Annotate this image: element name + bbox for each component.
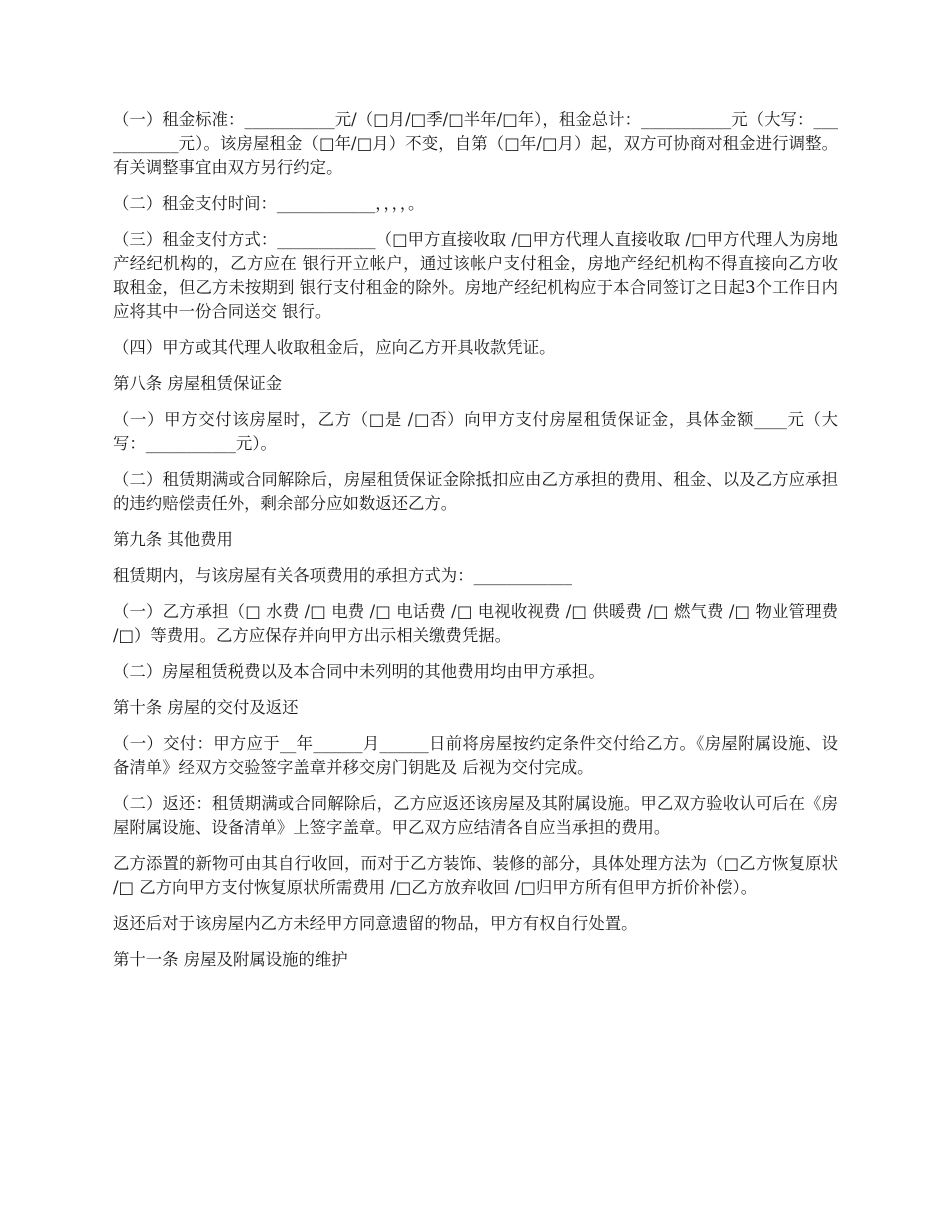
tenant-fees-clause: （一）乙方承担（□ 水费 /□ 电费 /□ 电话费 /□ 电视收视费 /□ 供暖费 /□ 燃气费 /□ 物业管理费 /□）等费用。乙方应保存并向甲方出示相关缴费凭据。 — [113, 602, 844, 645]
deposit-refund-clause: （二）租赁期满或合同解除后，房屋租赁保证金除抵扣应由乙方承担的费用、租金、以及乙方应承担的违约赔偿责任外，剩余部分应如数返还乙方。 — [113, 470, 838, 513]
landlord-fees-clause: （二）房屋租赁税费以及本合同中未列明的其他费用均由甲方承担。 — [113, 662, 605, 681]
article-8-heading: 第八条 房屋租赁保证金 — [113, 374, 283, 393]
article-11-heading: 第十一条 房屋及附属设施的维护 — [113, 950, 348, 969]
deposit-payment-clause: （一）甲方交付该房屋时，乙方（□是 /□否）向甲方支付房屋租赁保证金，具体金额____元（大写：___________元）。 — [113, 410, 838, 453]
leftover-items-clause: 返还后对于该房屋内乙方未经甲方同意遗留的物品，甲方有权自行处置。 — [113, 914, 638, 933]
delivery-clause: （一）交付：甲方应于__年______月______日前将房屋按约定条件交付给乙方。《房屋附属设施、设备清单》经双方交验签字盖章并移交房门钥匙及 后视为交付完成。 — [113, 734, 838, 777]
article-9-heading: 第九条 其他费用 — [113, 530, 233, 549]
rent-standard-clause: （一）租金标准：___________元/（□月/□季/□半年/□年），租金总计：___________元（大写：___________元）。该房屋租金（□年/□月）不变，自第（□年/□月）起，双方可协商对租金进行调整。有关调整事宜由双方另行约定。 — [113, 110, 838, 177]
rent-payment-method-clause: （三）租金支付方式：____________（□甲方直接收取 /□甲方代理人直接收取 /□甲方代理人为房地产经纪机构的，乙方应在 银行开立帐户，通过该帐户支付租金，房地产经纪机构不得直接向乙方收取租金，但乙方未按期到 银行支付租金的除外。房地产经纪机构应于本合同签订之日起3个工作日内应将其中一份合同送交 银行。 — [113, 230, 838, 321]
other-fees-intro: 租赁期内，与该房屋有关各项费用的承担方式为：____________ — [113, 566, 572, 585]
return-clause: （二）返还：租赁期满或合同解除后，乙方应返还该房屋及其附属设施。甲乙双方验收认可后在《房屋附属设施、设备清单》上签字盖章。甲乙双方应结清各自应当承担的费用。 — [113, 794, 838, 837]
additions-clause: 乙方添置的新物可由其自行收回，而对于乙方装饰、装修的部分，具体处理方法为（□乙方恢复原状 /□ 乙方向甲方支付恢复原状所需费用 /□乙方放弃收回 /□归甲方所有但甲方折价补偿）。 — [113, 854, 844, 897]
article-10-heading: 第十条 房屋的交付及返还 — [113, 698, 299, 717]
rent-payment-time-clause: （二）租金支付时间：____________，，，，。 — [113, 194, 425, 213]
rent-receipt-clause: （四）甲方或其代理人收取租金后，应向乙方开具收款凭证。 — [113, 338, 556, 357]
document-page — [113, 108, 844, 984]
